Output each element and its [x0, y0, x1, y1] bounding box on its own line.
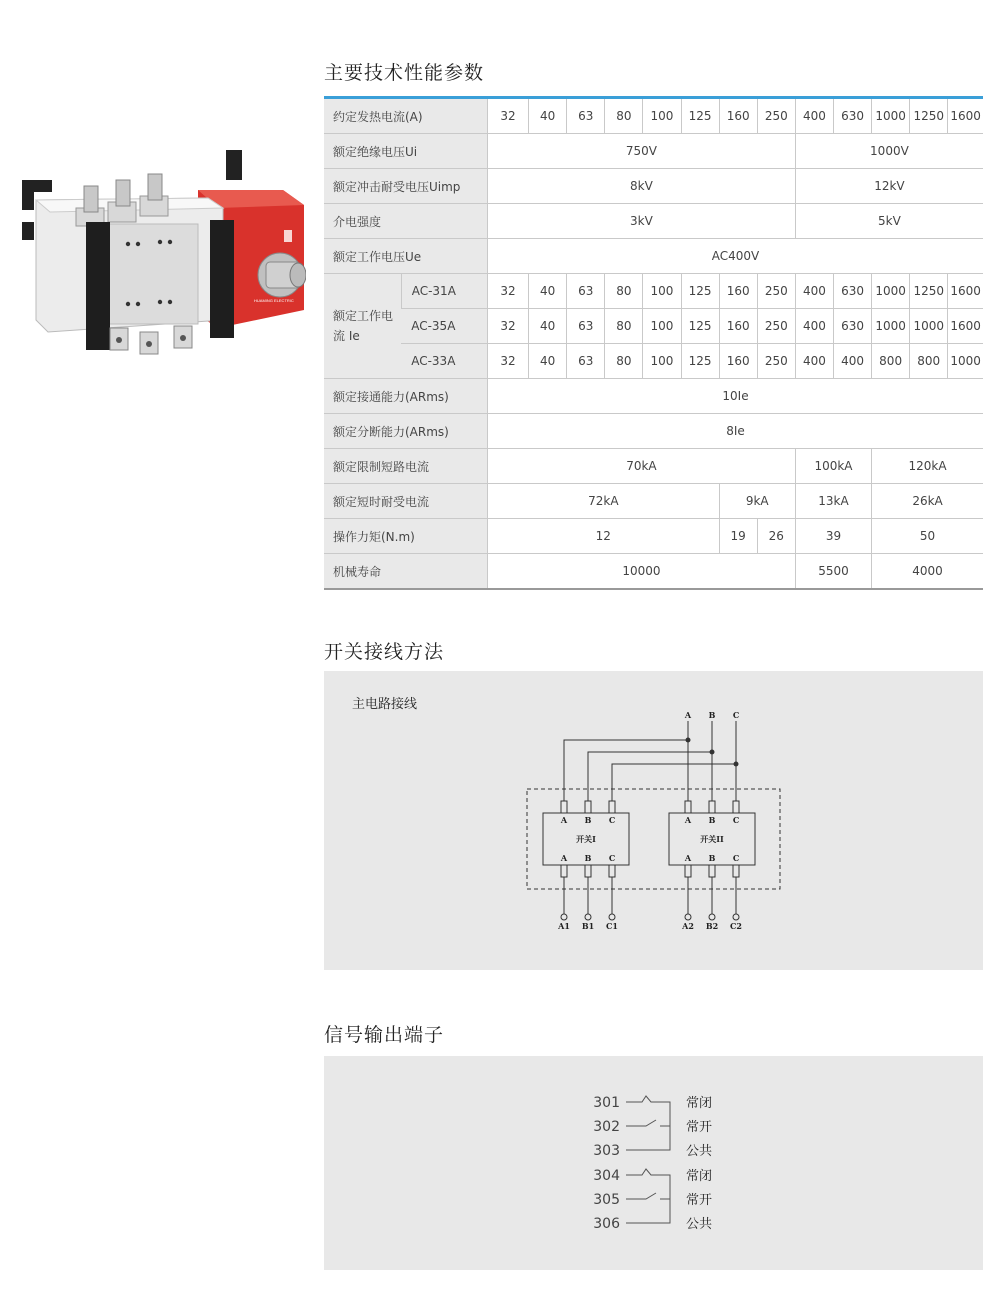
cell: 1000V	[795, 134, 983, 169]
cell: 100	[643, 274, 681, 309]
terminal-number: 305	[593, 1192, 620, 1208]
wiring-diagram	[324, 671, 983, 970]
row-torque	[324, 519, 983, 554]
row-breaking-capacity	[324, 414, 983, 449]
label-short-time-withstand: 额定短时耐受电流	[324, 484, 487, 519]
cell: 100	[643, 309, 681, 344]
switch2-terminal-label: B	[708, 853, 716, 863]
cell: 125	[681, 274, 719, 309]
label-working-voltage: 额定工作电压Ue	[324, 239, 487, 274]
row-insulation-voltage	[324, 134, 983, 169]
cell: 120kA	[872, 449, 983, 484]
terminal-description: 常开	[686, 1193, 713, 1208]
terminal-description: 常闭	[686, 1096, 713, 1111]
signal-panel	[324, 1056, 983, 1270]
cell: 13kA	[795, 484, 871, 519]
cell: 1600	[948, 309, 983, 344]
row-ac31a	[324, 274, 983, 309]
cell: 400	[833, 344, 871, 379]
row-making-capacity	[324, 379, 983, 414]
output-label: C2	[730, 921, 742, 931]
cell: 1000	[872, 309, 910, 344]
switch1-terminal-label: B	[584, 853, 592, 863]
terminal-number: 304	[593, 1168, 620, 1184]
row-dielectric	[324, 204, 983, 239]
cell: 250	[757, 309, 795, 344]
output-label: C1	[606, 921, 618, 931]
cell: 26	[757, 519, 795, 554]
cell: 800	[872, 344, 910, 379]
cell: 100	[643, 344, 681, 379]
cell: 125	[681, 344, 719, 379]
cell: 400	[795, 344, 833, 379]
label-mechanical-life: 机械寿命	[324, 554, 487, 590]
cell: 160	[719, 309, 757, 344]
terminal-description: 常开	[686, 1120, 713, 1135]
cell: 5500	[795, 554, 871, 590]
terminal-description: 公共	[686, 1144, 713, 1159]
cell: 40	[529, 309, 567, 344]
cell: 250	[757, 98, 795, 134]
cell: 80	[605, 344, 643, 379]
cell: 1000	[872, 274, 910, 309]
cell: 72kA	[487, 484, 719, 519]
output-label: B2	[705, 921, 719, 931]
cell: 8kV	[487, 169, 795, 204]
cell: 12	[487, 519, 719, 554]
cell: 19	[719, 519, 757, 554]
cell: 12kV	[795, 169, 983, 204]
signal-title: 信号输出端子	[324, 1024, 445, 1046]
cell: 1000	[872, 98, 910, 134]
cell: 40	[529, 98, 567, 134]
output-label: A1	[558, 921, 570, 931]
terminal-number: 306	[593, 1216, 620, 1232]
cell: 800	[910, 344, 948, 379]
switch1-terminal-label: A	[560, 815, 568, 825]
cell: 1600	[948, 98, 983, 134]
switch1-terminal-label: B	[584, 815, 592, 825]
specs-title: 主要技术性能参数	[324, 62, 485, 84]
switch2-label: 开关II	[700, 834, 724, 844]
terminal-number: 301	[593, 1095, 620, 1111]
cell: 32	[487, 309, 528, 344]
cell: 160	[719, 98, 757, 134]
label-insulation-voltage: 额定绝缘电压Ui	[324, 134, 487, 169]
cell: 1250	[910, 274, 948, 309]
spec-table	[324, 96, 983, 590]
row-impulse-voltage	[324, 169, 983, 204]
cell: 3kV	[487, 204, 795, 239]
label-breaking-capacity: 额定分断能力(ARms)	[324, 414, 487, 449]
cell: 630	[833, 98, 871, 134]
row-rated-current	[324, 98, 983, 134]
cell: 250	[757, 344, 795, 379]
switch1-terminal-label: A	[560, 853, 568, 863]
cell: 100kA	[795, 449, 871, 484]
cell: 630	[833, 309, 871, 344]
row-ac35a	[324, 309, 983, 344]
cell: 630	[833, 274, 871, 309]
row-working-voltage	[324, 239, 983, 274]
cell: 1250	[910, 98, 948, 134]
switch1-label: 开关I	[576, 834, 596, 844]
output-label: B1	[581, 921, 595, 931]
cell: 750V	[487, 134, 795, 169]
cell: 250	[757, 274, 795, 309]
cell: 160	[719, 274, 757, 309]
phase-label: A	[684, 710, 692, 720]
label-dielectric: 介电强度	[324, 204, 487, 239]
wiring-diagram-title: 主电路接线	[352, 697, 418, 712]
output-label: A2	[682, 921, 694, 931]
cell: 125	[681, 309, 719, 344]
cell: AC400V	[487, 239, 983, 274]
terminal-number: 302	[593, 1119, 620, 1135]
row-ac33a	[324, 344, 983, 379]
cell: 160	[719, 344, 757, 379]
switch2-terminal-label: A	[684, 853, 692, 863]
row-limited-short-circuit	[324, 449, 983, 484]
switch2-terminal-label: B	[708, 815, 716, 825]
label-rated-current: 约定发热电流(A)	[324, 98, 487, 134]
cell: 10000	[487, 554, 795, 590]
product-image	[18, 150, 306, 360]
switch1-terminal-label: C	[608, 853, 616, 863]
label-limited-short-circuit: 额定限制短路电流	[324, 449, 487, 484]
label-torque: 操作力矩(N.m)	[324, 519, 487, 554]
cell: 63	[567, 274, 605, 309]
cell: 80	[605, 98, 643, 134]
terminal-description: 常闭	[686, 1169, 713, 1184]
cell: 40	[529, 274, 567, 309]
switch1-terminal-label: C	[608, 815, 616, 825]
cell: 80	[605, 274, 643, 309]
label-impulse-voltage: 额定冲击耐受电压Uimp	[324, 169, 487, 204]
cell: 1000	[910, 309, 948, 344]
terminal-number: 303	[593, 1143, 620, 1159]
cell: 4000	[872, 554, 983, 590]
cell: 9kA	[719, 484, 795, 519]
switch2-terminal-label: A	[684, 815, 692, 825]
cell: 80	[605, 309, 643, 344]
cell: 10Ie	[487, 379, 983, 414]
wiring-panel	[324, 671, 983, 970]
label-making-capacity: 额定接通能力(ARms)	[324, 379, 487, 414]
cell: 39	[795, 519, 871, 554]
row-mechanical-life	[324, 554, 983, 590]
cell: 40	[529, 344, 567, 379]
cell: 8Ie	[487, 414, 983, 449]
cell: 125	[681, 98, 719, 134]
cell: 32	[487, 344, 528, 379]
product-brand-label: HUAMING ELECTRIC	[254, 298, 294, 303]
sub-label: AC-31A	[401, 274, 487, 309]
phase-label: B	[708, 710, 716, 720]
cell: 32	[487, 98, 528, 134]
sub-label: AC-35A	[401, 309, 487, 344]
cell: 32	[487, 274, 528, 309]
sub-label: AC-33A	[401, 344, 487, 379]
phase-label: C	[732, 710, 740, 720]
signal-terminal-diagram	[324, 1056, 983, 1270]
terminal-description: 公共	[686, 1217, 713, 1232]
cell: 400	[795, 98, 833, 134]
cell: 26kA	[872, 484, 983, 519]
label-working-current: 额定工作电流 Ie	[324, 274, 401, 379]
switch2-terminal-label: C	[732, 815, 740, 825]
cell: 5kV	[795, 204, 983, 239]
cell: 1600	[948, 274, 983, 309]
cell: 400	[795, 309, 833, 344]
cell: 63	[567, 309, 605, 344]
row-short-time-withstand	[324, 484, 983, 519]
wiring-title: 开关接线方法	[324, 641, 445, 663]
cell: 1000	[948, 344, 983, 379]
cell: 50	[872, 519, 983, 554]
switch2-terminal-label: C	[732, 853, 740, 863]
cell: 70kA	[487, 449, 795, 484]
cell: 100	[643, 98, 681, 134]
cell: 400	[795, 274, 833, 309]
cell: 63	[567, 344, 605, 379]
cell: 63	[567, 98, 605, 134]
